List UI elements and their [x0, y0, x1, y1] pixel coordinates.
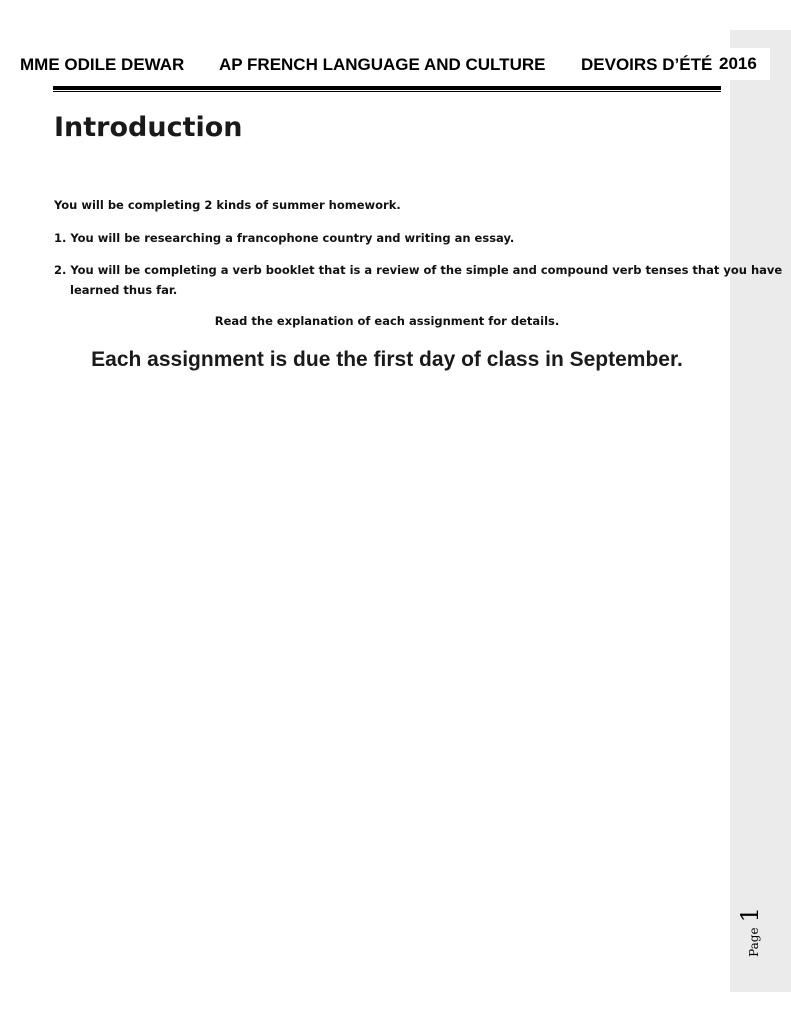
due-date-notice: Each assignment is due the first day of class in September.: [91, 348, 683, 371]
header-assignment-title: DEVOIRS D’ÉTÉ: [581, 55, 713, 74]
page-label: Page: [746, 927, 761, 957]
list-item-essay: 1. You will be researching a francophone country and writing an essay.: [54, 231, 515, 245]
read-explanation-note: Read the explanation of each assignment for details.: [214, 314, 560, 328]
header-rule-thick: [53, 86, 721, 90]
page-title: Introduction: [54, 112, 243, 143]
page-number-block: [737, 908, 767, 958]
list-item-verb-booklet-continued: learned thus far.: [70, 283, 178, 297]
header-rule-thin: [53, 91, 721, 92]
page-number: 1: [735, 907, 764, 923]
header-year: 2016: [719, 54, 757, 73]
header-teacher-name: MME ODILE DEWAR: [20, 55, 185, 74]
page-margin-bar: [730, 30, 791, 992]
intro-paragraph: You will be completing 2 kinds of summer homework.: [54, 198, 401, 212]
list-item-verb-booklet: 2. You will be completing a verb booklet that is a review of the simple and compound verb tenses that you have: [54, 263, 783, 277]
header-course-title: AP FRENCH LANGUAGE AND CULTURE: [219, 55, 546, 74]
